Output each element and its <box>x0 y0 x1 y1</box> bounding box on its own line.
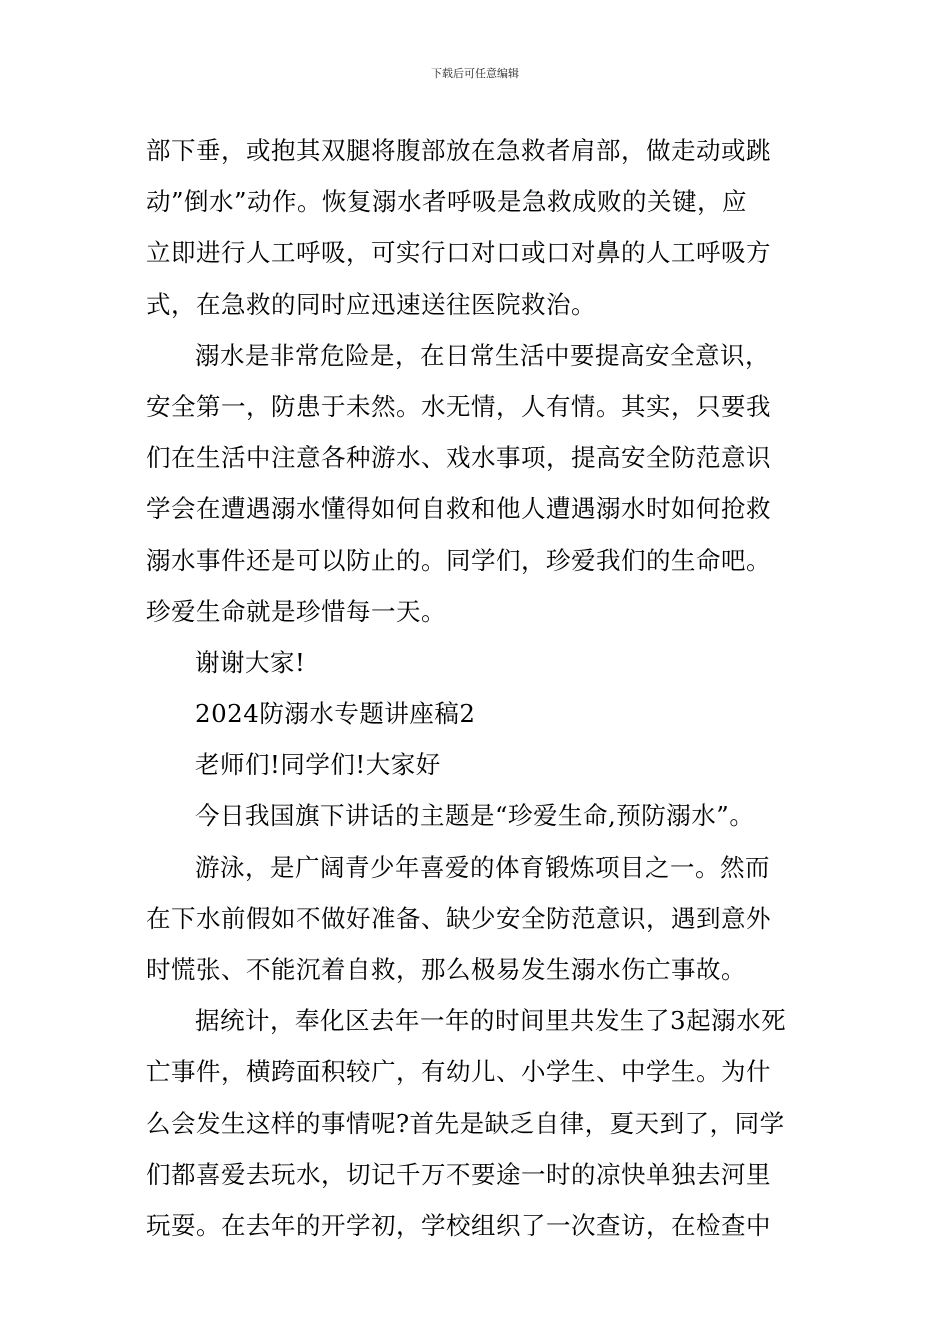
paragraph-line: 在下水前假如不做好准备、缺少安全防范意识，遇到意外 <box>146 903 771 933</box>
paragraph-line: 珍爱生命就是珍惜每一天。 <box>146 596 446 626</box>
paragraph-line: 么会发生这样的事情呢?首先是缺乏自律，夏天到了，同学 <box>146 1108 785 1138</box>
paragraph-line: 玩耍。在去年的开学初，学校组织了一次查访，在检查中 <box>146 1210 771 1240</box>
paragraph-line: 们都喜爱去玩水，切记千万不要途一时的凉快单独去河里 <box>146 1159 771 1189</box>
paragraph-line: 立即进行人工呼吸，可实行口对口或口对鼻的人工呼吸方 <box>146 238 771 268</box>
paragraph-line: 亡事件，横跨面积较广，有幼儿、小学生、中学生。为什 <box>146 1057 771 1087</box>
section-title: 2024防溺水专题讲座稿2 <box>195 699 476 729</box>
paragraph-line: 今日我国旗下讲话的主题是“珍爱生命,预防溺水”。 <box>195 801 755 831</box>
paragraph-line: 式，在急救的同时应迅速送往医院救治。 <box>146 289 596 319</box>
document-body <box>146 125 808 1251</box>
paragraph-line: 游泳，是广阔青少年喜爱的体育锻炼项目之一。然而 <box>195 852 770 882</box>
closing-line: 谢谢大家! <box>195 647 306 677</box>
greeting-line: 老师们!同学们!大家好 <box>195 750 441 780</box>
paragraph-line: 部下垂，或抱其双腿将腹部放在急救者肩部，做走动或跳 <box>146 136 771 165</box>
page-header: 下载后可任意编辑 <box>431 67 519 80</box>
paragraph-line: 溺水是非常危险是，在日常生活中要提高安全意识， <box>195 340 770 370</box>
paragraph-line: 时慌张、不能沉着自救，那么极易发生溺水伤亡事故。 <box>146 955 746 984</box>
paragraph-line: 动”倒水”动作。恢复溺水者呼吸是急救成败的关键，应 <box>146 187 748 217</box>
paragraph-line: 安全第一，防患于未然。水无情，人有情。其实，只要我 <box>146 391 771 421</box>
paragraph-line: 学会在遭遇溺水懂得如何自救和他人遭遇溺水时如何抢救 <box>146 494 771 524</box>
paragraph-line: 据统计，奉化区去年一年的时间里共发生了3起溺水死 <box>195 1006 787 1036</box>
paragraph-line: 们在生活中注意各种游水、戏水事项，提高安全防范意识 <box>146 443 771 473</box>
paragraph-line: 溺水事件还是可以防止的。同学们，珍爱我们的生命吧。 <box>146 545 771 575</box>
